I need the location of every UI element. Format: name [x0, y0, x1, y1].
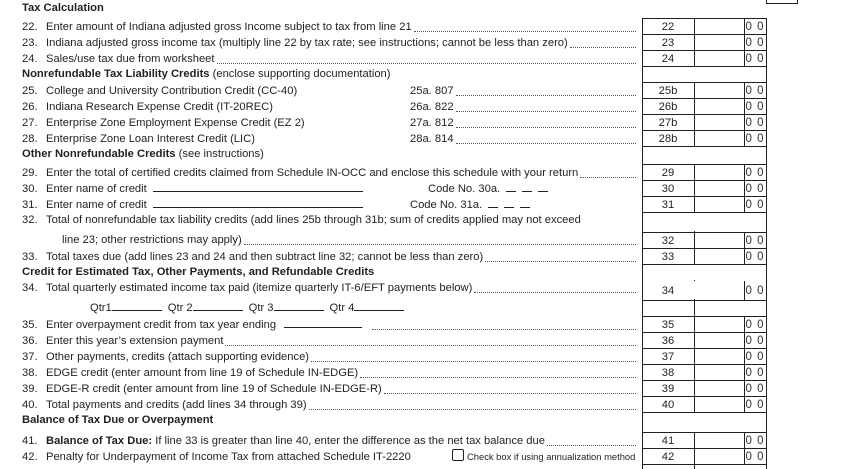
line-text: College and University Contribution Credit (CC-40) — [46, 85, 298, 97]
line-number: 33. — [22, 251, 38, 263]
section-nonrefundable-credits: Nonrefundable Tax Liability Credits (enclose supporting documentation) — [22, 68, 391, 80]
line-text: Sales/use tax due from worksheet — [46, 53, 215, 65]
line-text: Enter name of credit — [46, 183, 147, 195]
line-description — [46, 99, 273, 115]
amount-input[interactable] — [695, 317, 743, 332]
box-line-number: 39 — [661, 383, 675, 395]
quarter-payment-input[interactable] — [193, 310, 243, 311]
dotted-leader — [384, 382, 636, 394]
amount-input[interactable] — [695, 35, 743, 50]
dotted-leader — [360, 366, 636, 378]
line-number: 42. — [22, 451, 38, 463]
cents-value: 0 0 — [745, 451, 765, 463]
line-description — [46, 19, 412, 35]
line-description — [46, 365, 358, 381]
line-number: 32. — [22, 214, 38, 226]
box-line-number: 41 — [661, 435, 675, 447]
line-number: 27. — [22, 117, 38, 129]
cents-value: 0 0 — [745, 251, 765, 263]
box-line-number: 40 — [661, 399, 675, 411]
cents-value: 0 0 — [745, 183, 765, 195]
line-description — [46, 381, 382, 397]
amount-input[interactable] — [695, 281, 743, 300]
amount-input[interactable] — [695, 131, 743, 146]
credit-code-label: 27a. 812 — [410, 117, 454, 129]
line-text: Enter the total of certified credits claimed from Schedule IN-OCC and enclose this schedule with your return — [46, 167, 579, 179]
cents-value: 0 0 — [745, 319, 765, 331]
code-number-label: Code No. 31a. — [410, 197, 530, 213]
line-number: 28. — [22, 133, 38, 145]
line-number: 39. — [22, 383, 38, 395]
section-other-nonrefundable: Other Nonrefundable Credits (see instructions) — [22, 148, 264, 160]
cents-value: 0 0 — [745, 399, 765, 411]
cents-value: 0 0 — [745, 383, 765, 395]
line-number: 37. — [22, 351, 38, 363]
box-line-number: 42 — [661, 451, 675, 463]
line-description — [46, 131, 255, 147]
quarter-payment-input[interactable] — [274, 310, 324, 311]
code-digit-input[interactable] — [506, 191, 516, 192]
dotted-leader — [456, 100, 636, 112]
annualization-checkbox[interactable] — [452, 449, 464, 461]
cents-value: 0 0 — [745, 235, 765, 247]
credit-code-label: 25a. 807 — [410, 85, 454, 97]
code-digit-input[interactable] — [488, 207, 498, 208]
box-line-number: 29 — [661, 167, 675, 179]
code-digit-input[interactable] — [522, 191, 532, 192]
credit-name-input[interactable] — [153, 191, 363, 192]
line-description — [46, 115, 305, 131]
cents-value: 0 0 — [745, 85, 765, 97]
amount-input[interactable] — [695, 51, 743, 66]
line-text: Total quarterly estimated income tax paid (itemize quarterly IT-6/EFT payments below) — [46, 282, 473, 294]
grid-row-rule — [642, 300, 766, 301]
line-description — [46, 249, 483, 265]
dotted-leader — [474, 281, 636, 293]
box-line-number: 24 — [661, 53, 675, 65]
box-line-number: 32 — [661, 235, 675, 247]
quarter-label: Qtr 3 — [248, 302, 274, 314]
line-number: 35. — [22, 319, 38, 331]
line-text: EDGE-R credit (enter amount from line 19 of Schedule IN-EDGE-R) — [46, 383, 382, 395]
box-line-number: 37 — [661, 351, 675, 363]
code-number-label: Code No. 30a. — [428, 181, 548, 197]
tax-year-ending-input[interactable] — [284, 327, 362, 328]
box-line-number: 28b — [658, 133, 678, 145]
grid-right-rule — [766, 18, 767, 469]
cents-value: 0 0 — [745, 167, 765, 179]
line-description — [46, 317, 362, 333]
grid-gap — [643, 147, 765, 164]
top-right-header-box — [766, 0, 798, 4]
dotted-leader — [217, 52, 636, 64]
dotted-leader — [456, 132, 636, 144]
dotted-leader — [456, 84, 636, 96]
quarter-label: Qtr 4 — [329, 302, 355, 314]
line-text: Enter overpayment credit from tax year ending — [46, 319, 277, 331]
dotted-leader — [547, 434, 636, 446]
line-text: Other payments, credits (attach supporting evidence) — [46, 351, 310, 363]
line-text: Total taxes due (add lines 23 and 24 and then subtract line 32; cannot be less than zero) — [46, 251, 484, 263]
quarter-payment-input[interactable] — [354, 310, 404, 311]
line-description — [46, 433, 545, 449]
box-line-number: 36 — [661, 335, 675, 347]
checkbox-label: Check box if using annualization method — [467, 451, 636, 462]
amount-input[interactable] — [695, 165, 743, 180]
line-number: 24. — [22, 53, 38, 65]
line-description — [46, 165, 578, 181]
amount-input[interactable] — [695, 19, 743, 34]
amount-input[interactable] — [695, 349, 743, 364]
amount-input[interactable] — [695, 83, 743, 98]
line-number: 36. — [22, 335, 38, 347]
line-text: Enterprise Zone Employment Expense Credit (EZ 2) — [46, 117, 305, 129]
line-description — [46, 51, 215, 67]
amount-input[interactable] — [695, 449, 743, 464]
line-text: Indiana Research Expense Credit (IT-20REC) — [46, 101, 273, 113]
line-text: Enter amount of Indiana adjusted gross Income subject to tax from line 21 — [46, 21, 412, 33]
quarter-label: Qtr 2 — [167, 302, 193, 314]
cents-value: 0 0 — [745, 285, 765, 297]
line-text-continued: line 23; other restrictions may apply) — [62, 234, 242, 246]
line-number: 22. — [22, 21, 38, 33]
credit-code-label: 26a. 822 — [410, 101, 454, 113]
dotted-leader — [309, 398, 636, 410]
box-line-number: 33 — [661, 251, 675, 263]
quarter-label: Qtr1 — [90, 302, 112, 314]
line-description — [46, 181, 363, 197]
section-estimated-tax: Credit for Estimated Tax, Other Payments, and Refundable Credits — [22, 266, 375, 278]
line-number: 41. — [22, 435, 38, 447]
dotted-leader — [311, 350, 636, 362]
cents-value: 0 0 — [745, 21, 765, 33]
amount-input[interactable] — [695, 381, 743, 396]
grid-gap — [643, 413, 765, 432]
quarter-payment-input[interactable] — [112, 310, 162, 311]
grid-gap — [643, 67, 765, 82]
line-description — [46, 280, 472, 296]
dotted-leader — [244, 233, 636, 245]
amount-input[interactable] — [695, 99, 743, 114]
amount-input[interactable] — [695, 249, 743, 264]
line-text: Enter name of credit — [46, 199, 147, 211]
line-number: 38. — [22, 367, 38, 379]
credit-name-input[interactable] — [153, 207, 363, 208]
section-balance-due: Balance of Tax Due or Overpayment — [22, 414, 214, 426]
section-tax-calculation: Tax Calculation — [22, 2, 104, 14]
dotted-leader — [485, 250, 636, 262]
cents-value: 0 0 — [745, 367, 765, 379]
line-text: Enterprise Zone Loan Interest Credit (LIC) — [46, 133, 255, 145]
line-number: 26. — [22, 101, 38, 113]
box-line-number: 25b — [658, 85, 678, 97]
line-description — [46, 397, 307, 413]
line-number: 40. — [22, 399, 38, 411]
dotted-leader — [570, 36, 636, 48]
box-line-number: 31 — [661, 199, 675, 211]
cents-value: 0 0 — [745, 101, 765, 113]
amount-input[interactable] — [695, 365, 743, 380]
amount-input[interactable] — [695, 333, 743, 348]
box-line-number: 22 — [661, 21, 675, 33]
dotted-leader — [225, 334, 636, 346]
cents-value: 0 0 — [745, 435, 765, 447]
amount-input[interactable] — [695, 433, 743, 448]
line-text: Total of nonrefundable tax liability credits (add lines 25b through 31b; sum of credits applied may not exceed — [46, 214, 581, 226]
line-text: If line 33 is greater than line 40, enter the difference as the net tax balance due — [152, 435, 545, 447]
amount-input[interactable] — [695, 233, 743, 248]
dotted-leader — [414, 20, 636, 32]
dotted-leader — [580, 166, 636, 178]
cents-value: 0 0 — [745, 37, 765, 49]
cents-value: 0 0 — [745, 335, 765, 347]
cents-value: 0 0 — [745, 199, 765, 211]
box-line-number: 34 — [661, 285, 675, 297]
grid-gap — [643, 265, 765, 280]
amount-input[interactable] — [695, 115, 743, 130]
line-text: Penalty for Underpayment of Income Tax from attached Schedule IT-2220 — [46, 451, 411, 463]
box-line-number: 35 — [661, 319, 675, 331]
box-line-number: 23 — [661, 37, 675, 49]
dotted-leader — [372, 318, 636, 330]
line-text: EDGE credit (enter amount from line 19 of Schedule IN-EDGE) — [46, 367, 359, 379]
amount-input[interactable] — [695, 197, 743, 212]
line-bold-label: Balance of Tax Due: — [46, 435, 153, 447]
line-description — [46, 212, 581, 228]
cents-value: 0 0 — [745, 133, 765, 145]
box-line-number: 26b — [658, 101, 678, 113]
credit-code-label: 28a. 814 — [410, 133, 454, 145]
code-digit-input[interactable] — [538, 191, 548, 192]
line-number: 34. — [22, 282, 38, 294]
code-digit-input[interactable] — [520, 207, 530, 208]
amount-input[interactable] — [695, 397, 743, 412]
quarterly-payments-row — [90, 300, 410, 316]
line-description — [46, 333, 223, 349]
line-description — [46, 83, 297, 99]
amount-input[interactable] — [695, 181, 743, 196]
line-text: Indiana adjusted gross income tax (multiply line 22 by tax rate; see instructions; cannot be less than zero) — [46, 37, 568, 49]
code-digit-input[interactable] — [504, 207, 514, 208]
line-text: Enter this year’s extension payment — [46, 335, 224, 347]
box-line-number: 27b — [658, 117, 678, 129]
annualization-checkbox-group — [452, 449, 635, 465]
line-number: 30. — [22, 183, 38, 195]
grid-gap — [643, 213, 765, 231]
line-number: 23. — [22, 37, 38, 49]
dotted-leader — [456, 116, 636, 128]
cents-value: 0 0 — [745, 53, 765, 65]
line-number: 31. — [22, 199, 38, 211]
line-text: Total payments and credits (add lines 34 through 39) — [46, 399, 307, 411]
line-description — [46, 349, 309, 365]
line-number: 29. — [22, 167, 38, 179]
line-description — [46, 449, 411, 465]
line-description — [46, 197, 363, 213]
box-line-number: 30 — [661, 183, 675, 195]
box-line-number: 38 — [661, 367, 675, 379]
line-number: 25. — [22, 85, 38, 97]
cents-value: 0 0 — [745, 351, 765, 363]
line-description — [46, 35, 568, 51]
cents-value: 0 0 — [745, 117, 765, 129]
